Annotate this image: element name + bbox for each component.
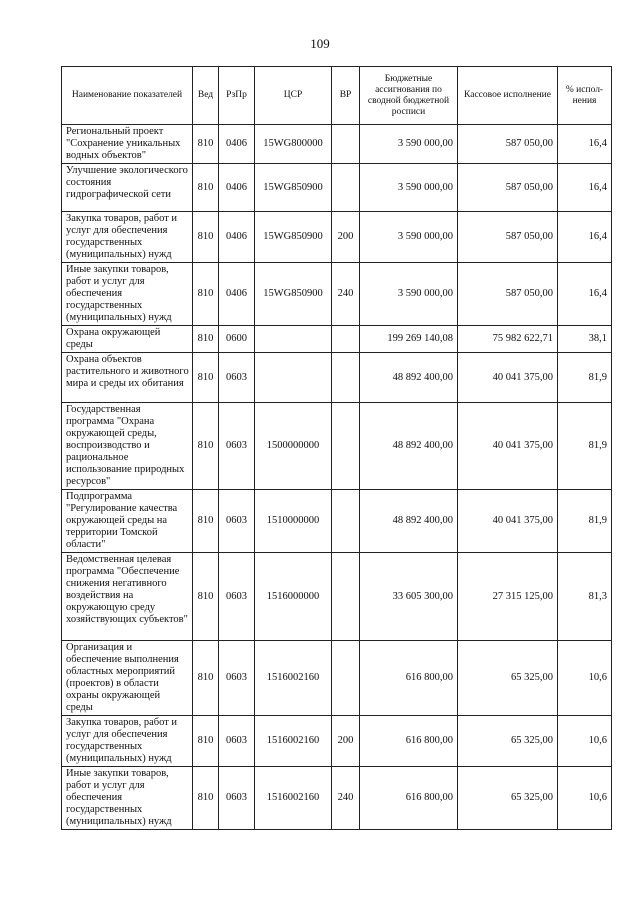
row-name: Закупка товаров, работ и услуг для обеспечения государственных (муниципальных) нужд [62, 212, 193, 263]
row-rzpr: 0406 [219, 164, 255, 212]
row-vr: 240 [332, 767, 360, 830]
row-fact: 587 050,00 [458, 263, 558, 326]
row-csr: 15WG850900 [255, 212, 332, 263]
header-vr: ВР [332, 67, 360, 125]
row-pct: 81,9 [558, 490, 612, 553]
table-row [62, 212, 612, 263]
row-rzpr: 0603 [219, 403, 255, 490]
row-rzpr: 0603 [219, 767, 255, 830]
table-row [62, 716, 612, 767]
table-row [62, 403, 612, 490]
row-name: Иные закупки товаров, работ и услуг для обеспечения государственных (муниципальных) нужд [62, 767, 193, 830]
row-ved: 810 [193, 212, 219, 263]
row-csr: 1516000000 [255, 553, 332, 641]
table-row [62, 641, 612, 716]
row-vr [332, 353, 360, 403]
row-vr: 200 [332, 716, 360, 767]
row-pct: 81,3 [558, 553, 612, 641]
row-pct: 16,4 [558, 212, 612, 263]
row-fact: 587 050,00 [458, 212, 558, 263]
row-ved: 810 [193, 716, 219, 767]
row-fact: 75 982 622,71 [458, 326, 558, 353]
row-name: Охрана окружающей среды [62, 326, 193, 353]
row-vr [332, 403, 360, 490]
row-ved: 810 [193, 403, 219, 490]
row-plan: 616 800,00 [360, 641, 458, 716]
row-name: Ведомственная целевая программа "Обеспечение снижения негативного воздействия на окружающую среду хозяйствующих субъектов" [62, 553, 193, 641]
row-pct: 10,6 [558, 716, 612, 767]
row-ved: 810 [193, 353, 219, 403]
row-vr [332, 125, 360, 164]
table-row [62, 767, 612, 830]
row-fact: 27 315 125,00 [458, 553, 558, 641]
row-name: Государственная программа "Охрана окружающей среды, воспроизводство и рациональное использование природных ресурсов" [62, 403, 193, 490]
row-rzpr: 0603 [219, 641, 255, 716]
row-csr: 1516002160 [255, 767, 332, 830]
row-name: Организация и обеспечение выполнения областных мероприятий (проектов) в области охраны окружающей среды [62, 641, 193, 716]
header-ved: Вед [193, 67, 219, 125]
row-rzpr: 0603 [219, 353, 255, 403]
row-fact: 587 050,00 [458, 125, 558, 164]
table-row [62, 553, 612, 641]
row-pct: 38,1 [558, 326, 612, 353]
row-csr: 15WG850900 [255, 164, 332, 212]
table-row [62, 326, 612, 353]
table-row [62, 490, 612, 553]
row-plan: 48 892 400,00 [360, 353, 458, 403]
row-ved: 810 [193, 767, 219, 830]
row-plan: 48 892 400,00 [360, 403, 458, 490]
row-ved: 810 [193, 164, 219, 212]
row-vr [332, 326, 360, 353]
row-plan: 3 590 000,00 [360, 164, 458, 212]
row-ved: 810 [193, 641, 219, 716]
table-row [62, 353, 612, 403]
row-csr: 1516002160 [255, 716, 332, 767]
header-csr: ЦСР [255, 67, 332, 125]
row-csr [255, 353, 332, 403]
row-name: Иные закупки товаров, работ и услуг для обеспечения государственных (муниципальных) нужд [62, 263, 193, 326]
budget-execution-table [61, 66, 612, 830]
row-vr [332, 641, 360, 716]
row-name: Охрана объектов растительного и животного мира и среды их обитания [62, 353, 193, 403]
row-pct: 81,9 [558, 353, 612, 403]
row-fact: 587 050,00 [458, 164, 558, 212]
row-fact: 65 325,00 [458, 641, 558, 716]
header-name: Наименование показателей [62, 67, 193, 125]
row-pct: 16,4 [558, 164, 612, 212]
row-csr: 1500000000 [255, 403, 332, 490]
row-vr: 200 [332, 212, 360, 263]
row-ved: 810 [193, 326, 219, 353]
row-ved: 810 [193, 125, 219, 164]
row-vr [332, 490, 360, 553]
row-ved: 810 [193, 490, 219, 553]
row-pct: 10,6 [558, 641, 612, 716]
row-fact: 40 041 375,00 [458, 353, 558, 403]
row-csr [255, 326, 332, 353]
page-number: 109 [310, 36, 330, 51]
row-fact: 40 041 375,00 [458, 403, 558, 490]
header-rzpr: РзПр [219, 67, 255, 125]
row-csr: 1510000000 [255, 490, 332, 553]
table-row [62, 125, 612, 164]
row-plan: 3 590 000,00 [360, 263, 458, 326]
row-pct: 16,4 [558, 125, 612, 164]
row-fact: 40 041 375,00 [458, 490, 558, 553]
row-csr: 15WG800000 [255, 125, 332, 164]
table-row [62, 164, 612, 212]
row-name: Региональный проект "Сохранение уникальных водных объектов" [62, 125, 193, 164]
row-pct: 81,9 [558, 403, 612, 490]
row-pct: 16,4 [558, 263, 612, 326]
row-plan: 48 892 400,00 [360, 490, 458, 553]
header-pct: % испол-нения [558, 67, 612, 125]
row-ved: 810 [193, 263, 219, 326]
row-rzpr: 0600 [219, 326, 255, 353]
row-vr: 240 [332, 263, 360, 326]
row-fact: 65 325,00 [458, 767, 558, 830]
row-vr [332, 164, 360, 212]
row-csr: 15WG850900 [255, 263, 332, 326]
row-fact: 65 325,00 [458, 716, 558, 767]
row-name: Закупка товаров, работ и услуг для обеспечения государственных (муниципальных) нужд [62, 716, 193, 767]
row-vr [332, 553, 360, 641]
row-pct: 10,6 [558, 767, 612, 830]
table-header-row [62, 67, 612, 125]
row-plan: 3 590 000,00 [360, 125, 458, 164]
row-rzpr: 0603 [219, 490, 255, 553]
row-plan: 199 269 140,08 [360, 326, 458, 353]
row-csr: 1516002160 [255, 641, 332, 716]
row-ved: 810 [193, 553, 219, 641]
row-rzpr: 0603 [219, 716, 255, 767]
row-plan: 33 605 300,00 [360, 553, 458, 641]
header-fact: Кассовое исполнение [458, 67, 558, 125]
row-plan: 3 590 000,00 [360, 212, 458, 263]
table-row [62, 263, 612, 326]
row-name: Подпрограмма "Регулирование качества окружающей среды на территории Томской области" [62, 490, 193, 553]
row-name: Улучшение экологического состояния гидрографической сети [62, 164, 193, 212]
row-rzpr: 0406 [219, 263, 255, 326]
header-plan: Бюджетные ассигнования по сводной бюджетной росписи [360, 67, 458, 125]
row-rzpr: 0406 [219, 125, 255, 164]
row-plan: 616 800,00 [360, 767, 458, 830]
row-plan: 616 800,00 [360, 716, 458, 767]
row-rzpr: 0406 [219, 212, 255, 263]
row-rzpr: 0603 [219, 553, 255, 641]
